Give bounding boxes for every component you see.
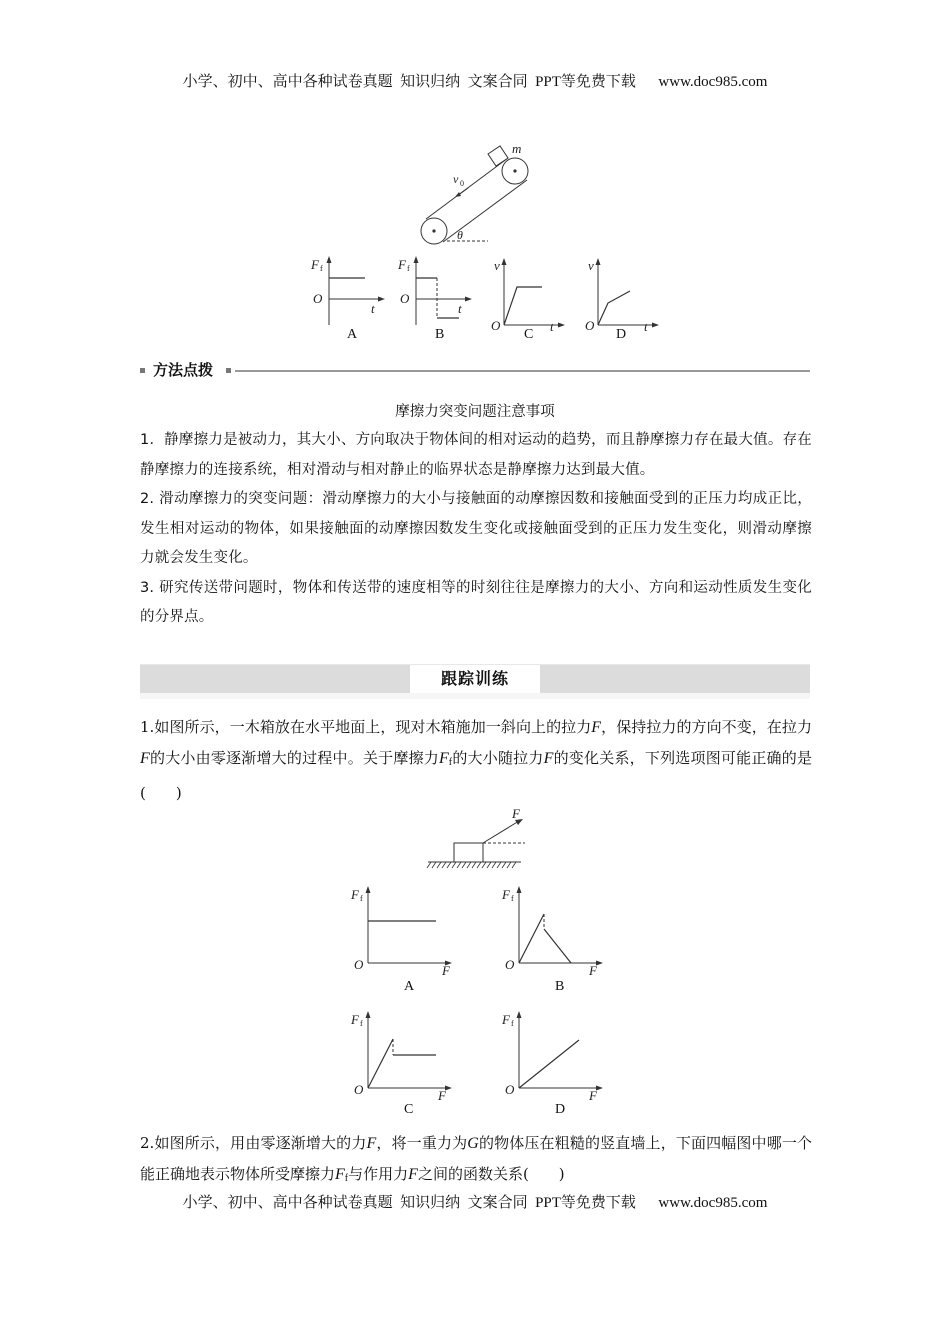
q1-graph-a	[345, 883, 455, 978]
question-1-text: 1.如图所示，一木箱放在水平地面上，现对木箱施加一斜向上的拉力F，保持拉力的方向不变，在拉力F的大小由零逐渐增大的过程中。关于摩擦力$F_f$的大小随拉力F的变化关系，下列选项图可能正确的是( )	[140, 718, 812, 802]
svg-text:f: f	[511, 894, 514, 903]
svg-text:v: v	[588, 258, 594, 273]
q1-graph-c-label: C	[404, 1102, 414, 1117]
svg-text:F: F	[502, 887, 510, 902]
top-graph-b-label: B	[435, 327, 445, 342]
method-point-3: 3. 研究传送带问题时，物体和传送带的速度相等的时刻往往是摩擦力的大小、方向和运动性质发生变化的分界点。	[140, 579, 812, 625]
top-graph-a-label: A	[347, 327, 358, 342]
svg-text:F: F	[311, 257, 319, 272]
svg-text:v: v	[494, 258, 500, 273]
svg-text:O: O	[505, 1082, 515, 1097]
q1-graph-b	[496, 883, 606, 978]
svg-text:F: F	[438, 1088, 446, 1103]
svg-text:O: O	[585, 318, 595, 333]
svg-text:O: O	[491, 318, 501, 333]
angle-label: θ	[457, 228, 463, 242]
svg-text:f: f	[511, 1019, 514, 1028]
svg-text:f: f	[360, 1019, 363, 1028]
q1-graph-a-label: A	[404, 979, 415, 994]
svg-text:0: 0	[460, 179, 464, 188]
question-2	[140, 1128, 812, 1194]
method-section-header	[140, 360, 810, 380]
question-1	[140, 712, 812, 809]
svg-text:F: F	[351, 1012, 359, 1027]
bullet-square-icon	[226, 368, 231, 373]
mass-label: m	[512, 141, 522, 156]
svg-text:f: f	[360, 894, 363, 903]
practice-section-title: 跟踪训练	[410, 665, 540, 693]
q1-graph-d-label: D	[555, 1102, 566, 1117]
top-graph-a	[305, 255, 385, 345]
method-title: 摩擦力突变问题注意事项	[395, 404, 555, 420]
svg-text:t: t	[550, 319, 554, 334]
q1-graph-b-label: B	[555, 979, 565, 994]
method-section-label: 方法点拨	[153, 361, 214, 379]
method-points	[140, 426, 812, 633]
svg-text:O: O	[400, 291, 410, 306]
question-2-text: 2.如图所示，用由零逐渐增大的力F，将一重力为G的物体压在粗糙的竖直墙上，下面四幅图中哪一个能正确地表示物体所受摩擦力$F_f$与作用力F之间的函数关系( )	[140, 1134, 812, 1184]
svg-text:t: t	[644, 319, 648, 334]
svg-text:t: t	[371, 301, 375, 316]
method-point-2: 2. 滑动摩擦力的突变问题：滑动摩擦力的大小与接触面的动摩擦因数和接触面受到的正压力均成正比，发生相对运动的物体，如果接触面的动摩擦因数发生变化或接触面受到的正压力发生变化，则滑动摩擦力就会发生变化。	[140, 491, 812, 566]
page-footer-banner: 小学、初中、高中各种试卷真题 知识归纳 文案合同 PPT等免费下载 www.doc985.com	[182, 1195, 768, 1211]
svg-text:F: F	[398, 257, 406, 272]
force-label: F	[512, 806, 520, 821]
bullet-square-icon	[140, 368, 145, 373]
q1-graph-c	[345, 1008, 455, 1103]
svg-text:t: t	[458, 301, 462, 316]
box-pull-figure	[425, 805, 535, 875]
section-divider	[235, 370, 810, 372]
velocity-label: v	[453, 172, 459, 186]
svg-text:F: F	[502, 1012, 510, 1027]
svg-text:F: F	[589, 1088, 597, 1103]
svg-text:O: O	[505, 957, 515, 972]
svg-text:O: O	[354, 957, 364, 972]
practice-section-banner	[140, 664, 810, 694]
svg-text:F: F	[442, 963, 450, 978]
banner-shadow	[140, 693, 810, 699]
svg-text:F: F	[589, 963, 597, 978]
svg-text:O: O	[354, 1082, 364, 1097]
q1-graph-d	[496, 1008, 606, 1103]
conveyor-belt-figure	[410, 135, 550, 250]
svg-text:f: f	[407, 264, 410, 273]
method-point-1: 1．静摩擦力是被动力，其大小、方向取决于物体间的相对运动的趋势，而且静摩擦力存在最大值。存在静摩擦力的连接系统，相对滑动与相对静止的临界状态是静摩擦力达到最大值。	[140, 432, 812, 478]
svg-text:f: f	[320, 264, 323, 273]
svg-text:O: O	[313, 291, 323, 306]
page-header-banner: 小学、初中、高中各种试卷真题 知识归纳 文案合同 PPT等免费下载 www.doc985.com	[182, 74, 768, 90]
svg-text:F: F	[351, 887, 359, 902]
top-graph-d-label: D	[616, 327, 627, 342]
top-graph-c-label: C	[524, 327, 534, 342]
